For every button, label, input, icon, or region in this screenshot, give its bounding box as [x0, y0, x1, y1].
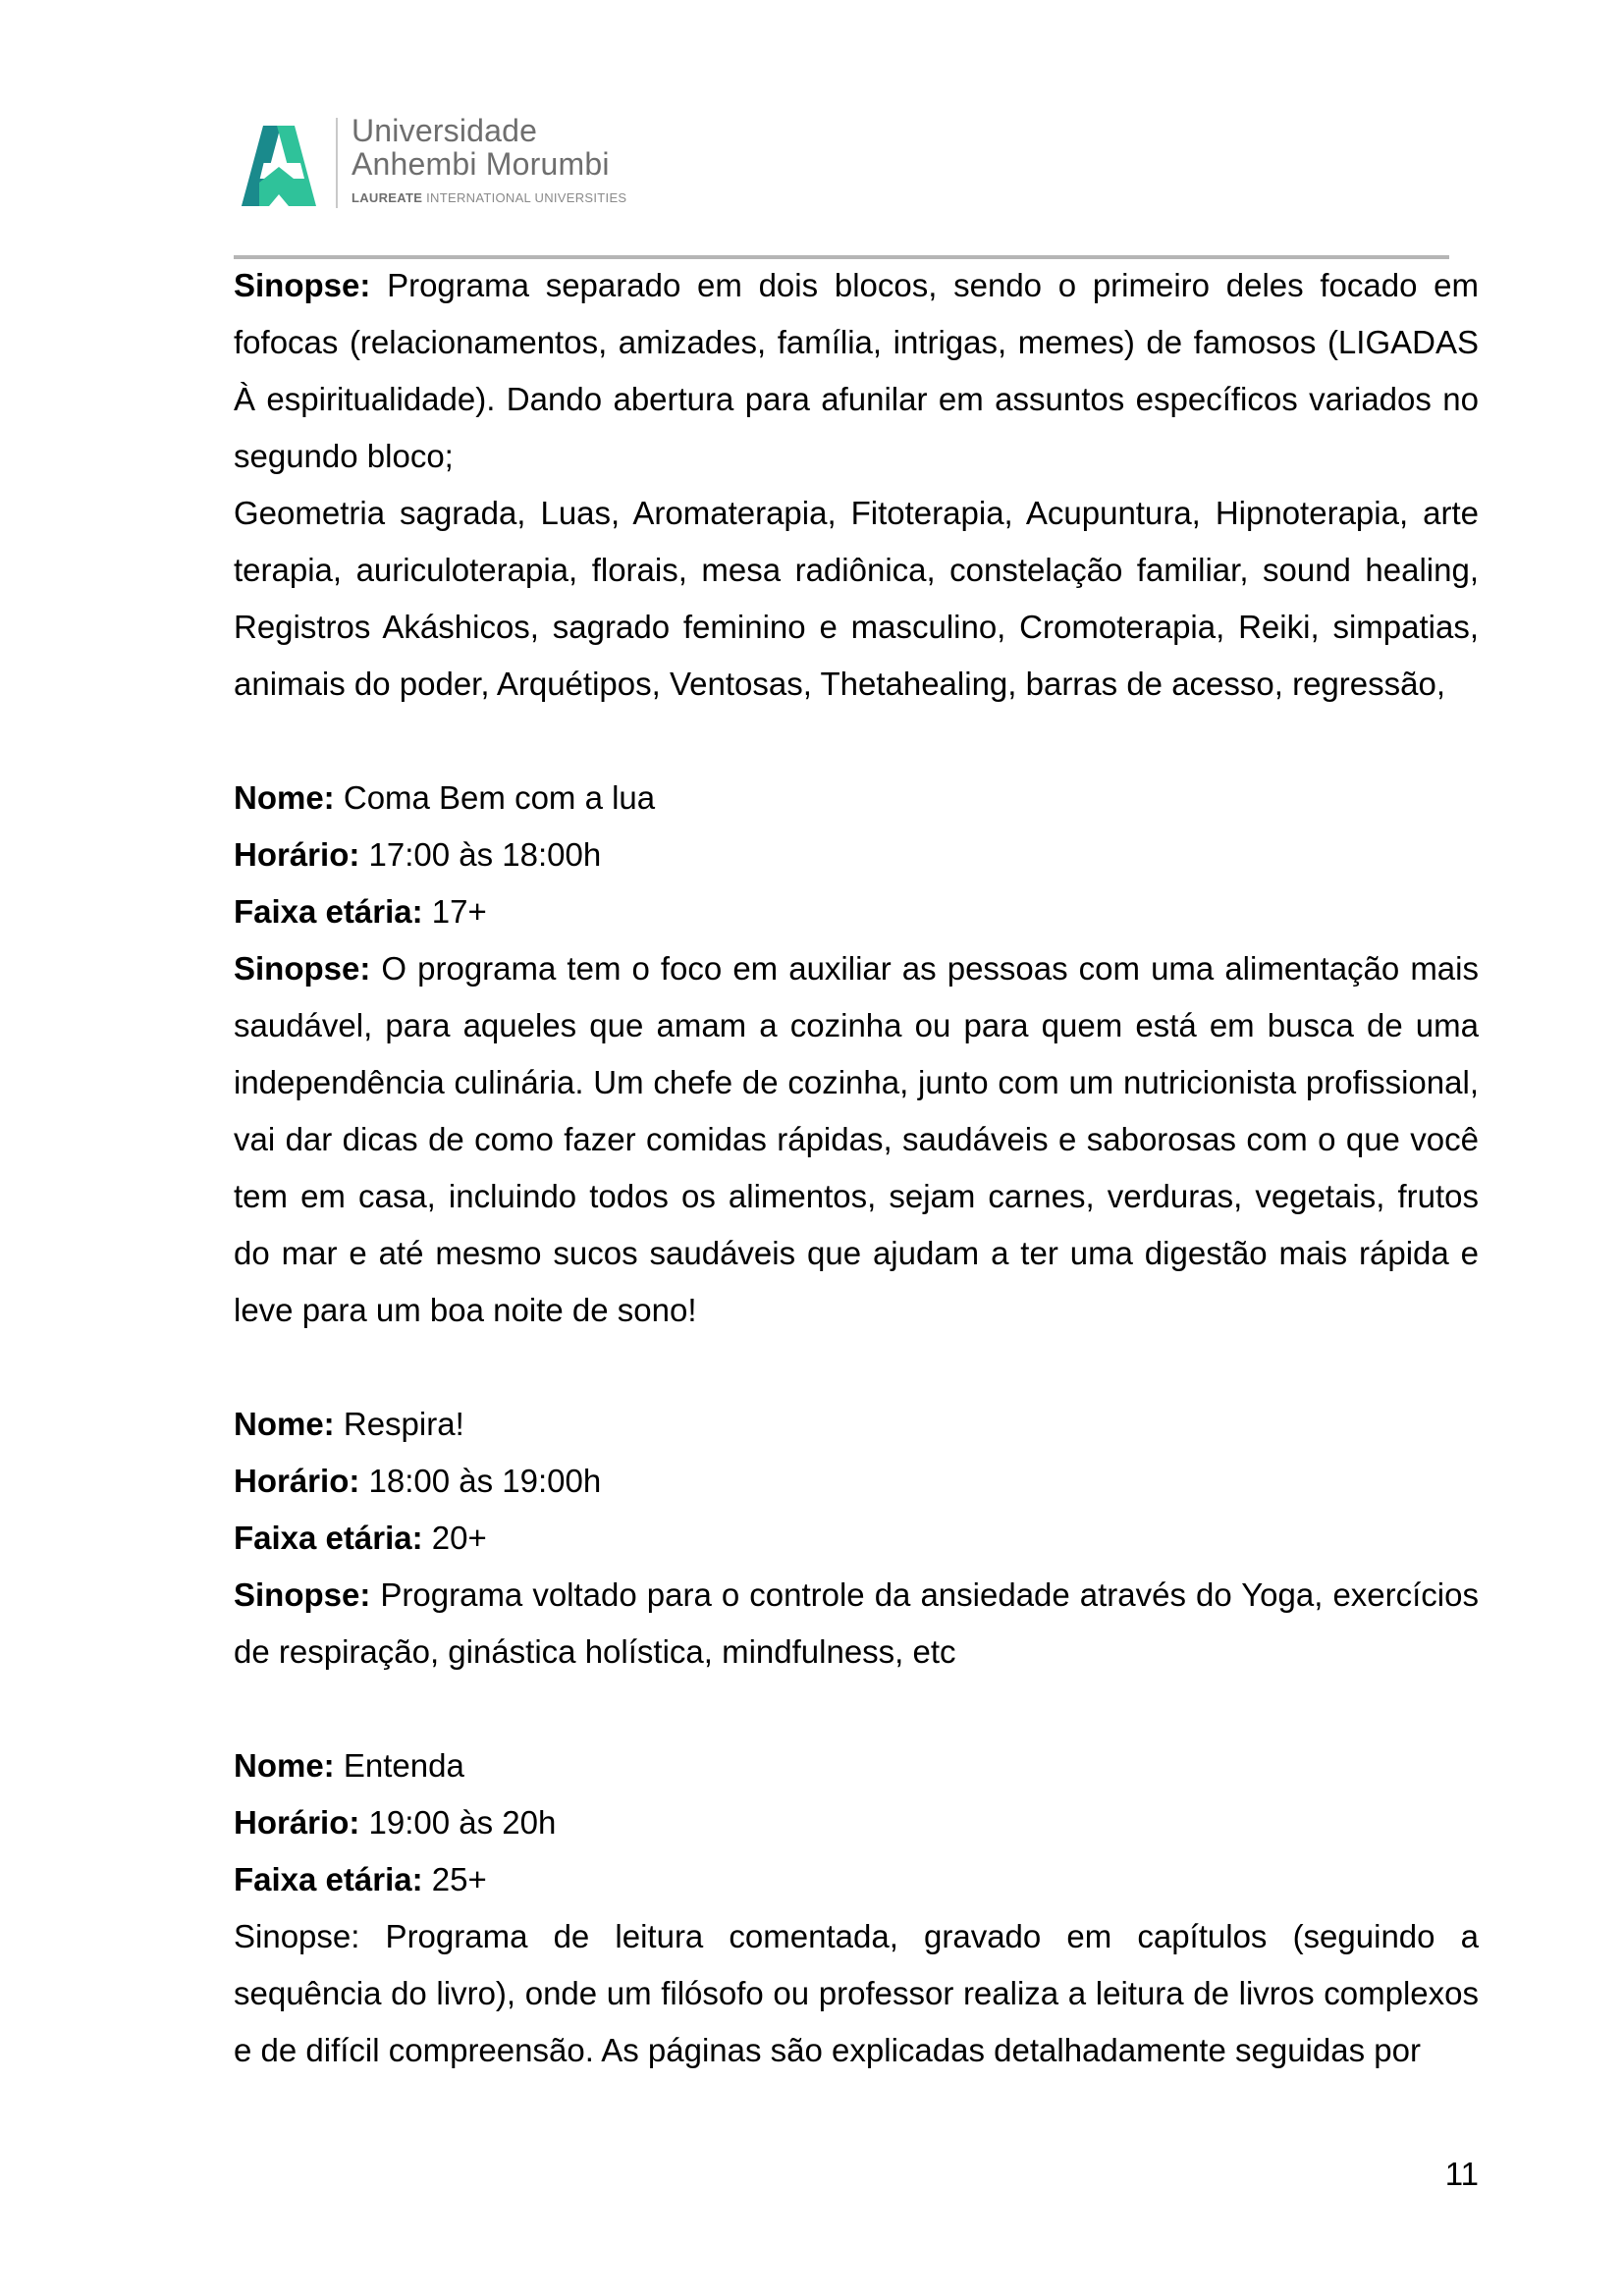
faixa-label: Faixa etária: [234, 1861, 423, 1897]
sinopse-text: Programa separado em dois blocos, sendo o primeiro deles focado em fofocas (relacionamentos, amizades, família, intrigas, memes) de famosos (LIGADAS À espiritualidade). Dando abertura para afunilar em assuntos específicos variados no segundo bloco; [234, 267, 1479, 474]
logo-line-universidade: Universidade [352, 113, 538, 148]
sinopse-label: Sinopse: [234, 950, 371, 987]
sinopse-label: Sinopse: [234, 267, 371, 303]
block1-topics: Geometria sagrada, Luas, Aromaterapia, Fitoterapia, Acupuntura, Hipnoterapia, arte terapia, auriculoterapia, florais, mesa radiônica, constelação familiar, sound healing, Registros Akáshicos, sagrado feminino e masculino, Cromoterapia, Reiki, simpatias, animais do poder, Arquétipos, Ventosas, Thetahealing, barras de acesso, regressão, [234, 495, 1479, 702]
horario-value: 19:00 às 20h [359, 1804, 557, 1841]
sinopse-text: O programa tem o foco em auxiliar as pessoas com uma alimentação mais saudável, para aqueles que amam a cozinha ou para quem está em busca de uma independência culinária. Um chefe de cozinha, junto com um nutricionista profissional, vai dar dicas de como fazer comidas rápidas, saudáveis e saborosas com o que você tem em casa, incluindo todos os alimentos, sejam carnes, verduras, vegetais, frutos do mar e até mesmo sucos saudáveis que ajudam a ter uma digestão mais rápida e leve para um boa noite de sono! [234, 950, 1479, 1328]
nome-value: Respira! [334, 1406, 464, 1442]
faixa-label: Faixa etária: [234, 893, 423, 930]
logo-line-name: Anhembi Morumbi [352, 146, 610, 182]
faixa-value: 17+ [422, 893, 487, 930]
horario-label: Horário: [234, 836, 360, 873]
program4-sinopse: Sinopse: Programa de leitura comentada, gravado em capítulos (seguindo a sequência do livro), onde um filósofo ou professor realiza a leitura de livros complexos e de difícil compreensão. As páginas são explicadas detalhadamente seguidas por [234, 1918, 1479, 2068]
laureate-rest: INTERNATIONAL UNIVERSITIES [422, 190, 627, 205]
nome-label: Nome: [234, 1406, 335, 1442]
logo-line-laureate [352, 190, 626, 205]
nome-value: Coma Bem com a lua [334, 779, 656, 816]
program4-faixa [234, 1851, 1479, 1908]
faixa-label: Faixa etária: [234, 1520, 423, 1556]
program4-nome [234, 1737, 1479, 1794]
horario-label: Horário: [234, 1463, 360, 1499]
program3-faixa [234, 1510, 1479, 1567]
program4-horario [234, 1794, 1479, 1851]
program2-sinopse [234, 940, 1479, 1339]
horario-value: 17:00 às 18:00h [359, 836, 602, 873]
faixa-value: 20+ [422, 1520, 487, 1556]
nome-label: Nome: [234, 779, 335, 816]
page-number: 11 [1444, 2156, 1479, 2192]
document-body [234, 257, 1479, 2079]
university-logo-icon [242, 118, 316, 206]
horario-label: Horário: [234, 1804, 360, 1841]
sinopse-text: Programa voltado para o controle da ansiedade através do Yoga, exercícios de respiração, ginástica holística, mindfulness, etc [234, 1576, 1479, 1670]
faixa-value: 25+ [422, 1861, 487, 1897]
program2-faixa [234, 883, 1479, 940]
program2-horario [234, 827, 1479, 883]
university-header [242, 106, 634, 222]
program3-nome [234, 1396, 1479, 1453]
horario-value: 18:00 às 19:00h [359, 1463, 602, 1499]
sinopse-label: Sinopse: [234, 1576, 371, 1613]
program3-sinopse [234, 1567, 1479, 1681]
nome-label: Nome: [234, 1747, 335, 1784]
block1-sinopse [234, 257, 1479, 485]
laureate-bold: LAUREATE [352, 190, 423, 205]
logo-separator [336, 118, 338, 208]
nome-value: Entenda [334, 1747, 464, 1784]
logo-wordmark [352, 114, 626, 205]
program3-horario [234, 1453, 1479, 1510]
program2-nome [234, 770, 1479, 827]
